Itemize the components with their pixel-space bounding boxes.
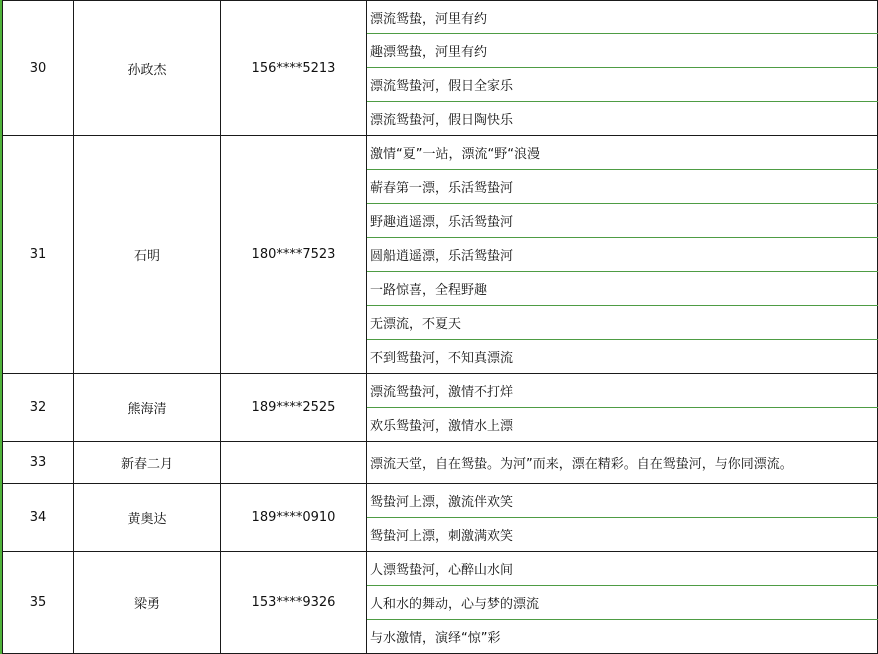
- phone-cell: [221, 442, 367, 484]
- phone-cell: 189****2525: [221, 374, 367, 442]
- entry-number-cell: 31: [3, 136, 74, 374]
- slogan-cell: 一路惊喜，全程野趣: [367, 272, 878, 306]
- slogan-cell: 人和水的舞动，心与梦的漂流: [367, 586, 878, 620]
- entry-number-cell: 32: [3, 374, 74, 442]
- phone-cell: 180****7523: [221, 136, 367, 374]
- entrant-name-cell: 孙政杰: [74, 1, 221, 136]
- slogan-cell: 野趣逍遥漂，乐活鸳蛰河: [367, 204, 878, 238]
- entry-number-cell: 30: [3, 1, 74, 136]
- entrant-name-cell: 梁勇: [74, 552, 221, 654]
- table-row: [3, 442, 878, 484]
- table-row: [3, 374, 878, 408]
- entrant-name-cell: 新春二月: [74, 442, 221, 484]
- slogan-cell: 鸳蛰河上漂，刺激满欢笑: [367, 518, 878, 552]
- slogan-cell: 蕲春第一漂，乐活鸳蛰河: [367, 170, 878, 204]
- slogan-cell: 漂流鸳蛰河，假日陶快乐: [367, 102, 878, 136]
- entrant-name-cell: 石明: [74, 136, 221, 374]
- slogan-cell: 激情“夏”一站，漂流“野“浪漫: [367, 136, 878, 170]
- table-row: [3, 1, 878, 34]
- slogan-cell: 不到鸳蛰河，不知真漂流: [367, 340, 878, 374]
- slogan-cell: 趣漂鸳蛰，河里有约: [367, 34, 878, 68]
- slogan-cell: 圆船逍遥漂，乐活鸳蛰河: [367, 238, 878, 272]
- entrant-name-cell: 黄奥达: [74, 484, 221, 552]
- phone-cell: 156****5213: [221, 1, 367, 136]
- table-row: [3, 136, 878, 170]
- phone-cell: 153****9326: [221, 552, 367, 654]
- slogan-cell: 人漂鸳蛰河，心醉山水间: [367, 552, 878, 586]
- slogan-cell: 鸳蛰河上漂，激流伴欢笑: [367, 484, 878, 518]
- slogan-cell: 与水激情，演绎“惊”彩: [367, 620, 878, 654]
- slogan-cell: 漂流鸳蛰河，激情不打烊: [367, 374, 878, 408]
- slogan-cell: 漂流天堂，自在鸳蛰。为河”而来，漂在精彩。自在鸳蛰河，与你同漂流。: [367, 442, 878, 484]
- entries-table: [2, 0, 878, 654]
- entry-number-cell: 35: [3, 552, 74, 654]
- slogan-cell: 无漂流，不夏天: [367, 306, 878, 340]
- slogan-cell: 漂流鸳蛰，河里有约: [367, 1, 878, 34]
- phone-cell: 189****0910: [221, 484, 367, 552]
- entry-number-cell: 34: [3, 484, 74, 552]
- entries-table-body: [3, 1, 878, 654]
- table-row: [3, 484, 878, 518]
- entry-number-cell: 33: [3, 442, 74, 484]
- slogan-cell: 漂流鸳蛰河，假日全家乐: [367, 68, 878, 102]
- slogan-cell: 欢乐鸳蛰河，激情水上漂: [367, 408, 878, 442]
- entrant-name-cell: 熊海清: [74, 374, 221, 442]
- table-row: [3, 552, 878, 586]
